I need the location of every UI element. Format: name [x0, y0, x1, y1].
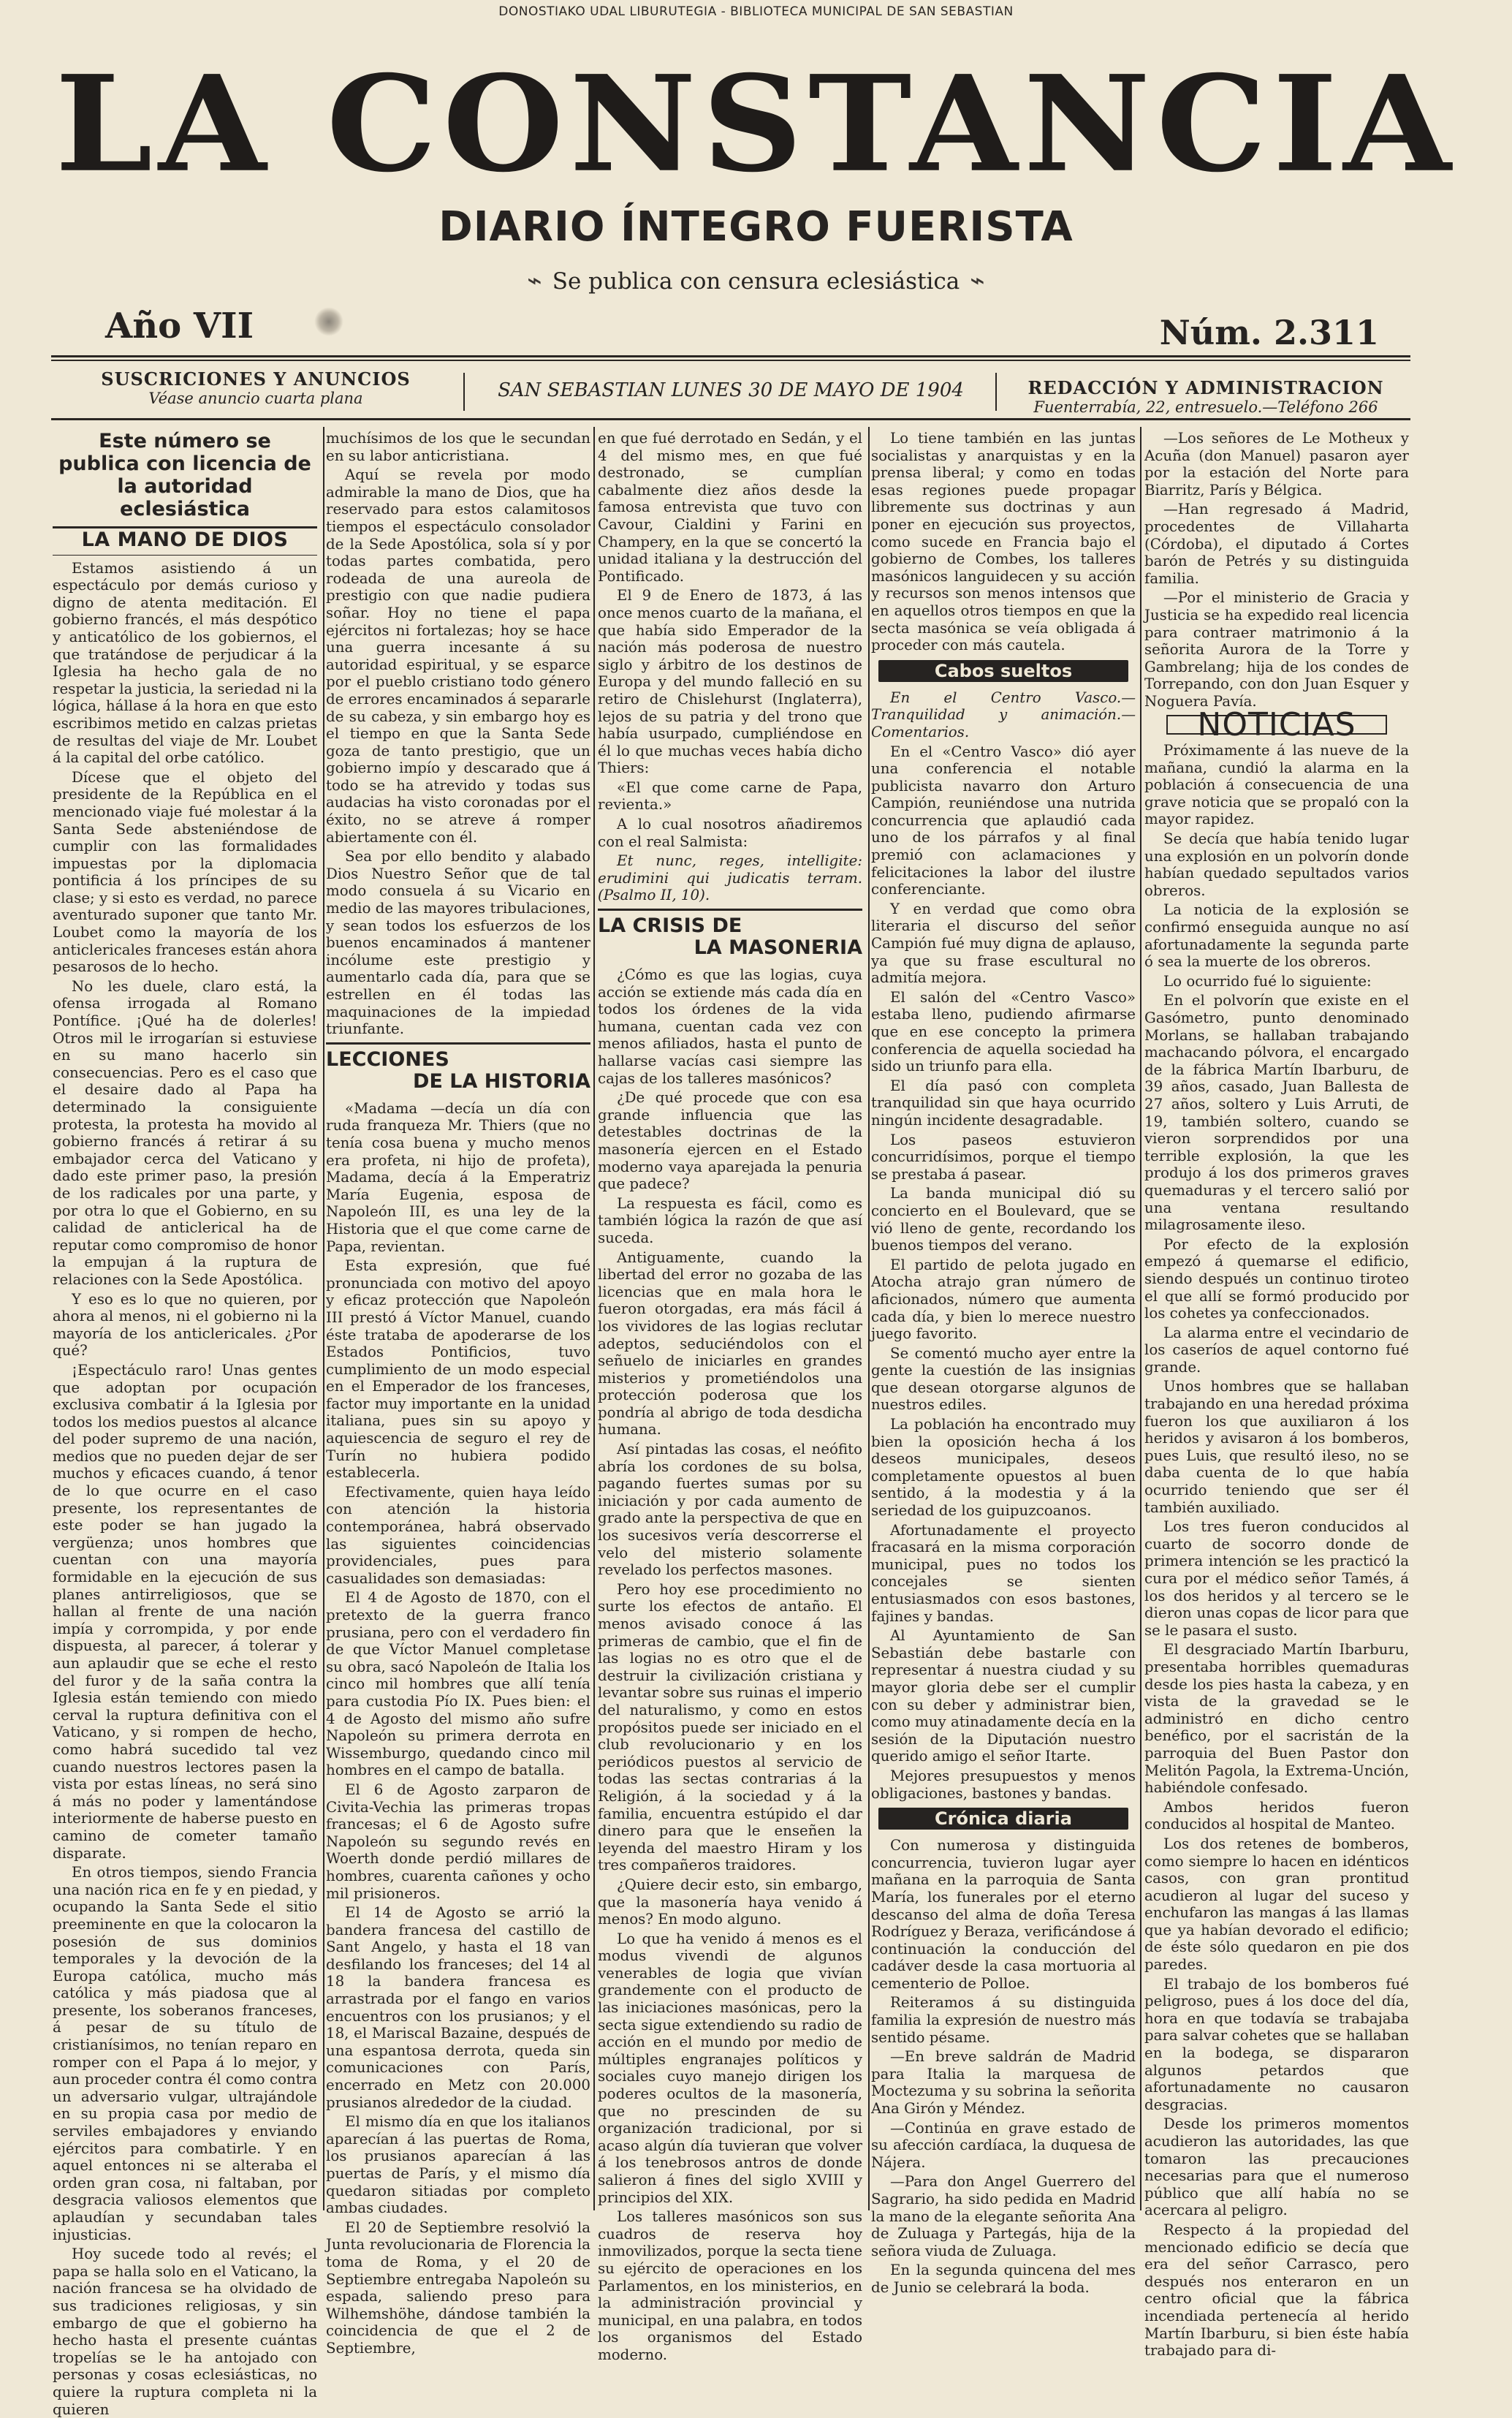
- heading-line-1: LA CRISIS DE: [598, 914, 742, 938]
- paragraph: Próximamente á las nueve de la mañana, cundió la alarma en la población á consecuencia de una grave noticia que se propaló con la mayor rapidez.: [1144, 742, 1409, 828]
- paragraph: ¿De qué procede que con esa grande influencia que las detestables doctrinas de la masonería ejercen en el Estado moderno vaya aparejada la penuria que padece?: [598, 1089, 862, 1193]
- column-2: [326, 430, 590, 2357]
- ink-smudge: [314, 307, 343, 336]
- paragraph: Sea por ello bendito y alabado Dios Nuestro Señor que de tal modo consuela á su Vicario en medio de las mayores tribulaciones, y sean todos los esfuerzos de los buenos encaminados á mantener incólume este prestigio y aumentarlo cada día, para que se estrellen en él todas las maquinaciones de la impiedad triunfante.: [326, 848, 590, 1038]
- paragraph: Esta expresión, que fué pronunciada con motivo del apoyo y eficaz protección que Napoleón III prestó á Víctor Manuel, cuando éste trataba de apoderarse de los Estados Pontificios, tuvo cumplimiento de un modo especial en el Emperador de los franceses, factor muy importante en la unidad italiana, pues sin su apoyo y aquiescencia de seguro el rey de Turín no hubiera podido establecerla.: [326, 1257, 590, 1482]
- paragraph: Los paseos estuvieron concurridísimos, porque el tiempo se prestaba á pasear.: [871, 1131, 1136, 1183]
- paragraph: Antiguamente, cuando la libertad del error no gozaba de las licencias que en mala hora le fueron otorgadas, era más fácil á los vividores de las logias reclutar adeptos, seduciéndolos con el señuelo de iniciarles en grandes misterios y prometiéndolos una protección poderosa que los pondría al abrigo de toda desdicha humana.: [598, 1248, 862, 1439]
- masthead-title: LA CONSTANCIA: [55, 46, 1457, 202]
- paragraph: ¡Espectáculo raro! Unas gentes que adoptan por ocupación exclusiva combatir á la Iglesia por todos los medios puestos al alcance del poder supremo de una nación, medios que no pueden dejar de ser muchos y eficaces cuando, á tenor de lo que ocurre en el caso presente, los representantes de este poder se han jugado la vergüenza; unos hombres que cuentan con una mayoría formidable en la ejecución de sus planes antirreligiosos, que se hallan al frente de una nación impía y corrompida, y por ende dispuesta, al parecer, á tolerar y aun aplaudir que se eche el resto del furor y de la saña contra la Iglesia están temiendo con miedo cerval la ruptura definitiva con el Vaticano, y si rompen de hecho, como habrá sucedido tal vez cuando nuestros lectores pasen la vista por estas líneas, no será sino á más no poder y lamentándose interiormente de haberse puesto en camino de cometer tamaño disparate.: [53, 1361, 317, 1862]
- paragraph: El 6 de Agosto zarparon de Civita-Vechia las primeras tropas francesas; el 6 de Agosto sufre Napoleón su segundo revés en Woerth donde perdió millares de hombres, cuarenta cañones y ocho mil prisioneros.: [326, 1781, 590, 1902]
- redaccion-box: [1001, 377, 1410, 416]
- paragraph: La población ha encontrado muy bien la oposición hecha á los deseos municipales, deseos completamente opuestos al buen sentido, á la modestia y á la seriedad de los guipuzcoanos.: [871, 1416, 1136, 1520]
- redaccion-note: Fuenterrabía, 22, entresuelo.—Teléfono 266: [1033, 398, 1378, 416]
- section-rule: [53, 555, 317, 556]
- paragraph: A lo cual nosotros añadiremos con el real Salmista:: [598, 816, 862, 850]
- heading-line-2: LA MASONERIA: [694, 936, 862, 960]
- section-rule: [326, 1042, 590, 1045]
- paragraph: Por efecto de la explosión empezó á quemarse el edificio, siendo después un continuo tiroteo el que allí se formó producido por los cohetes ya confeccionados.: [1144, 1235, 1409, 1322]
- paragraph: Así pintadas las cosas, el neófito abría los cordones de su bolsa, pagando fuertes sumas por su iniciación y por cada aumento de grado ante la perspectiva de que en los sucesivos vería descorrerse el velo del misterio solamente revelado los perfectos masones.: [598, 1441, 862, 1579]
- paragraph: Lo tiene también en las juntas socialistas y anarquistas y en la prensa liberal; y como en todas esas regiones puede propagar libremente sus doctrinas y aun poner en ejecución sus proyectos, como sucede en Francia bajo el gobierno de Combes, los talleres masónicos languidecen y su acción y recursos son menos intensos que en aquellos otros tiempos en que la secta masónica se veía obligada á proceder con más cautela.: [871, 430, 1136, 654]
- paragraph: La noticia de la explosión se confirmó enseguida aunque no así afortunadamente la segunda parte ó sea la muerte de los obreros.: [1144, 901, 1409, 971]
- paragraph: muchísimos de los que le secundan en su labor anticristiana.: [326, 430, 590, 464]
- paragraph: Y eso es lo que no quieren, por ahora al menos, ni el gobierno ni la mayoría de los anticlericales. ¿Por qué?: [53, 1290, 317, 1360]
- heading-lecciones-de-la-historia: [326, 1049, 590, 1093]
- paragraph: Y en verdad que como obra literaria el discurso del señor Campión fué muy digna de aplauso, ya que su frase escultural no admitía mejora.: [871, 900, 1136, 987]
- paragraph: en que fué derrotado en Sedán, y el 4 del mismo mes, en que fué destronado, se cumplían cabalmente diez años desde la famosa entrevista que tuvo con Cavour, Cialdini y Farini en Champery, en la que se concertó la unidad italiana y la destrucción del Pontificado.: [598, 430, 862, 585]
- column-divider-4: [1140, 427, 1141, 2210]
- provenance-line: DONOSTIAKO UDAL LIBURUTEGIA - BIBLIOTECA MUNICIPAL DE SAN SEBASTIAN: [498, 4, 1014, 19]
- paragraph-latin-quote: Et nunc, reges, intelligite: erudimini qui judicatis terram. (Psalmo II, 10).: [598, 852, 862, 904]
- paragraph: «Madama —decía un día con ruda franqueza Mr. Thiers (que no tenía cosa buena y mucho menos era profeta, ni hijo de profeta), Madama, decía á la Emperatriz María Eugenia, esposa de Napoleón III, es una ley de la Historia que el que come carne de Papa, revientan.: [326, 1099, 590, 1255]
- masthead-subtitle: DIARIO ÍNTEGRO FUERISTA: [438, 203, 1074, 251]
- paragraph: Desde los primeros momentos acudieron las autoridades, las que tomaron las precauciones necesarias para que el numeroso público que allí había no se acercara al peligro.: [1144, 2115, 1409, 2219]
- paragraph: Afortunadamente el proyecto fracasará en la misma corporación municipal, pues no todos los concejales se sienten entusiasmados con esos bastones, fajines y bandas.: [871, 1521, 1136, 1625]
- paragraph: El 9 de Enero de 1873, á las once menos cuarto de la mañana, el que había sido Emperador de la nación más poderosa de nuestro siglo y árbitro de los destinos de Europa y del mundo falleció en su retiro de Chislehurst (Inglaterra), lejos de su patria y del trono que había usurpado, cumpliéndose en él lo que muchas veces había dicho Thiers:: [598, 587, 862, 777]
- paragraph: En otros tiempos, siendo Francia una nación rica en fe y en piedad, y ocupando la Santa Sede el sitio preeminente en que la colocaron la posesión de sus dominios temporales y la devoción de la Europa católica, mucho más católica y más piadosa que al presente, los soberanos franceses, á pesar de su título de cristianísimos, no tenían reparo en romper con el Papa á lo mejor, y aun proceder contra él como contra un adversario vulgar, ultrajándole en su propia casa por medio de serviles embajadores y enviando ejércitos para combatirle. Y en aquel entonces ni se alteraba el orden gran cosa, ni faltaban, por desgracia valiosos elementos que aplaudían y secundaban tales injusticias.: [53, 1864, 317, 2243]
- header-divider-right: [995, 373, 997, 411]
- paragraph: En el «Centro Vasco» dió ayer una conferencia el notable publicista navarro don Arturo Campión, reuniéndose una nutrida concurrencia que aplaudió cada uno de los párrafos y al final premió con aclamaciones y felicitaciones la labor del ilustre conferenciante.: [871, 743, 1136, 898]
- paragraph: En el polvorín que existe en el Gasómetro, punto denominado Morlans, se hallaban trabajando machacando pólvora, el encargado de la fábrica Martín Ibarburu, de 39 años, casado, Juan Ballesta de 27 años, soltero y Luis Arruti, de 19, también soltero, cuando se vieron sorprendidos por una terrible explosión, la que les produjo á los dos primeros graves quemaduras y el tercero salió por una ventana resultando milagrosamente ileso.: [1144, 992, 1409, 1234]
- heading-line-1: LECCIONES: [326, 1047, 449, 1071]
- paragraph: El trabajo de los bomberos fué peligroso, pues á los doce del día, hora en que todavía se trabajaba para salvar cohetes que se hallaban en la bodega, se dispararon algunos petardos que afortunadamente no causaron desgracias.: [1144, 1975, 1409, 2113]
- header-divider-left: [463, 373, 465, 411]
- paragraph: Lo ocurrido fué lo siguiente:: [1163, 972, 1372, 990]
- column-divider-1: [323, 427, 324, 2210]
- dateline: SAN SEBASTIAN LUNES 30 DE MAYO DE 1904: [498, 379, 964, 401]
- paragraph: La respuesta es fácil, como es también lógica la razón de que así suceda.: [598, 1194, 862, 1246]
- column-1: [53, 430, 317, 2418]
- ornament-right-icon: ⌁: [970, 266, 985, 295]
- paragraph: Hoy sucede todo al revés; el papa se halla solo en el Vaticano, la nación francesa se ha olvidado de sus tradiciones religiosas, y sin embargo de que el gobierno ha hecho hasta el presente cuántas tropelías se le ha antojado con personas y cosas eclesiásticas, no quiere la ruptura completa ni la quieren: [53, 2245, 317, 2418]
- paragraph: ¿Quiere decir esto, sin embargo, que la masonería haya venido á menos? En modo alguno.: [598, 1876, 862, 1928]
- paragraph: La alarma entre el vecindario de los caseríos de aquel contorno fué grande.: [1144, 1324, 1409, 1376]
- paragraph: Los tres fueron conducidos al cuarto de socorro donde de primera intención se les practicó la cura por el médico señor Tamés, á los dos heridos y al tercero se le dieron unas copas de licor para que se le pasara el susto.: [1144, 1518, 1409, 1639]
- censura-text: Se publica con censura eclesiástica: [552, 268, 960, 295]
- paragraph: El salón del «Centro Vasco» estaba lleno, pudiendo afirmarse que en ese concepto la primera conferencia de aquella sociedad ha sido un triunfo para ella.: [871, 988, 1136, 1075]
- paragraph: Unos hombres que se hallaban trabajando en una heredad próxima fueron los que auxiliaron á los heridos y avisaron á los bomberos, pues Luis, que resultó ileso, no se daba cuenta de lo que había ocurrido teniendo que ser él también auxiliado.: [1144, 1378, 1409, 1516]
- subscriptions-label: SUSCRICIONES Y ANUNCIOS: [101, 368, 411, 390]
- heading-noticias: NOTICIAS: [1166, 715, 1387, 735]
- column-4: [871, 430, 1136, 2296]
- paragraph: El 20 de Septiembre resolvió la Junta revolucionaria de Florencia la toma de Roma, y el 20 de Septiembre entregaba Napoleón su espada, saliendo preso para Wilhemshöhe, dándose también la coincidencia de que el 2 de Septiembre,: [326, 2218, 590, 2357]
- paragraph: Al Ayuntamiento de San Sebastián debe bastarle con representar á nuestra ciudad y su mayor gloria debe ser el cumplir con su deber y administrar bien, como muy atinadamente decía en la sesión de la Diputación nuestro querido amigo el señor Itarte.: [871, 1627, 1136, 1765]
- paragraph: Lo que ha venido á menos es el modus vivendi de algunos venerables de logia que vivían grandemente con el producto de las iniciaciones masónicas, pero la secta sigue extendiendo su radio de acción en el mundo por medio de múltiples engranajes políticos y sociales cuyo manejo dirigen los poderes ocultos de la masonería, que no prescinden de su organización tradicional, por si acaso algún día tuvieran que volver á los tenebrosos antros de donde salieron á fines del siglo XVIII y principios del XIX.: [598, 1930, 862, 2206]
- paragraph: El partido de pelota jugado en Atocha atrajo gran número de aficionados, número que aumenta cada día, y bien lo merece nuestro juego favorito.: [871, 1256, 1136, 1343]
- redaccion-label: REDACCIÓN Y ADMINISTRACION: [1027, 377, 1384, 398]
- paragraph: El 14 de Agosto se arrió la bandera francesa del castillo de Sant Angelo, y hasta el 18 van desfilando los franceses; del 14 al 18 la bandera francesa es arrastrada por el fango en varios encuentros con los prusianos; y el 18, el Mariscal Bazaine, después de una espantosa derrota, queda sin comunicaciones con París, encerrado en Metz con 20.000 prusianos alrededor de la ciudad.: [326, 1904, 590, 2111]
- header-rule-top-thin: [51, 360, 1410, 361]
- heading-la-mano-de-dios: LA MANO DE DIOS: [81, 528, 289, 551]
- heading-cabos-sueltos: Cabos sueltos: [878, 660, 1128, 682]
- header-rule-top: [51, 355, 1410, 357]
- subscriptions-note: Véase anuncio cuarta plana: [148, 390, 363, 407]
- paragraph-subhead: En el Centro Vasco.—Tranquilidad y animación.—Comentarios.: [871, 689, 1136, 740]
- paragraph: Los talleres masónicos son sus cuadros de reserva hoy inmovilizados, porque la secta tiene su ejército de operaciones en los Parlamentos, en los ministerios, en la administración provincial y municipal, en una palabra, en todos los organismos del Estado moderno.: [598, 2208, 862, 2363]
- paragraph: «El que come carne de Papa, revienta.»: [598, 778, 862, 814]
- paragraph: Pero hoy ese procedimiento no surte los efectos de antaño. El menos avisado conoce á las primeras de cambio, que el fin de las logias no es otro que el de destruir la civilización cristiana y levantar sobre sus ruinas el imperio del naturalismo, y como en estos propósitos puede ser iniciado en el club revolucionario y en los periódicos puestos al servicio de todas las sectas contrarias á la Religión, á la sociedad y á la familia, encuentra estúpido el dar dinero para que le enseñen la leyenda del maestro Hiram y los tres compañeros traidores.: [598, 1580, 862, 1874]
- paragraph: Estamos asistiendo á un espectáculo por demás curioso y digno de atenta meditación. El gobierno francés, el más despótico y anticatólico de los gobiernos, el que tratándose de perjudicar á la Iglesia ha hecho gala de no respetar la justicia, la seriedad ni la lógica, hállase á la hora en que esto escribimos metido en calzas prietas de resultas del viaje de Mr. Loubet á la capital del orbe católico.: [53, 559, 317, 767]
- paragraph: Se decía que había tenido lugar una explosión en un polvorín donde habían quedado sepultados varios obreros.: [1144, 830, 1409, 899]
- paragraph: Dícese que el objeto del presidente de la República en el mencionado viaje fué molestar á la Santa Sede absteniéndose de cumplir con las formalidades impuestas por la diplomacia pontificia á los príncipes de su clase; y si esto es verdad, no parece aventurado suponer que tanto Mr. Loubet como la mayoría de los anticlericales franceses están ahora pesarosos de lo hecho.: [53, 768, 317, 976]
- ornament-left-icon: ⌁: [527, 266, 542, 295]
- column-3: [598, 430, 862, 2363]
- subscriptions-box: [51, 368, 460, 407]
- paragraph: En la segunda quincena del mes de Junio se celebrará la boda.: [871, 2262, 1136, 2296]
- paragraph: Se comentó mucho ayer entre la gente la cuestión de las insignias que desean otorgarse algunos de nuestros ediles.: [871, 1344, 1136, 1414]
- paragraph: Mejores presupuestos y menos obligaciones, bastones y bandas.: [871, 1767, 1136, 1802]
- paragraph: La banda municipal dió su concierto en el Boulevard, que se vió lleno de gente, recordando los buenos tiempos del verano.: [871, 1185, 1136, 1254]
- column-divider-3: [868, 427, 870, 2210]
- paragraph: —Continúa en grave estado de su afección cardíaca, la duquesa de Nájera.: [871, 2119, 1136, 2171]
- paragraph: Ambos heridos fueron conducidos al hospital de Manteo.: [1144, 1798, 1409, 1833]
- paragraph: Reiteramos á su distinguida familia la expresión de nuestro más sentido pésame.: [871, 1994, 1136, 2046]
- paragraph: El mismo día en que los italianos aparecían á las puertas de Roma, los prusianos aparecían á las puertas de París, y el mismo día quedaron sitiadas por completo ambas ciudades.: [326, 2113, 590, 2217]
- paragraph: Aquí se revela por modo admirable la mano de Dios, que ha reservado para estos calamitosos tiempos el espectáculo consolador de la Sede Apostólica, sola sí y por todas partes combatida, pero rodeada de una aureola de prestigio con que nadie pudiera soñar. Hoy no tiene el papa ejércitos ni fortalezas; hoy se hace una guerra incesante á su autoridad espiritual, y se esparce por el pueblo cristiano todo género de errores encaminados á separarle de su cabeza, y sin embargo hoy es el tiempo en que la Santa Sede goza de tanto prestigio, que un gobierno impío y descarado que á todo se ha atrevido y todas sus audacias ha visto coronadas por el éxito, no se atreve á romper abiertamente con él.: [326, 466, 590, 846]
- issue-number: Núm. 2.311: [1159, 313, 1379, 352]
- paragraph: El día pasó con completa tranquilidad sin que haya ocurrido ningún incidente desagradable.: [871, 1077, 1136, 1129]
- paragraph: No les duele, claro está, la ofensa irrogada al Romano Pontífice. ¡Qué ha de dolerles! Otros mil le irrogarían si estuviese en su mano hacerlo sin consecuencias. Pero es el caso que el desaire dado al Papa ha determinado la consiguiente protesta, la protesta ha movido al gobierno francés á retirar á su embajador cerca del Vaticano y dado este primer paso, la presión de los radicales por una parte, y por otra lo que el Gobierno, en su calidad de anticlerical ha de reputar como compromiso de honor la empujan á la ruptura de relaciones con la Sede Apostólica.: [53, 977, 317, 1288]
- paragraph: El desgraciado Martín Ibarburu, presentaba horribles quemaduras desde los pies hasta la cabeza, y en vista de la gravedad se le administró en dicho centro benéfico, por el sacristán de la parroquia del Buen Pastor don Melitón Pagola, la Extrema-Unción, habiéndole confesado.: [1144, 1641, 1409, 1797]
- heading-line-2: DE LA HISTORIA: [413, 1069, 590, 1093]
- paragraph: —Han regresado á Madrid, procedentes de Villaharta (Córdoba), el diputado á Cortes barón de Petrés y su distinguida familia.: [1144, 501, 1409, 587]
- paragraph: —Los señores de Le Motheux y Acuña (don Manuel) pasaron ayer por la estación del Norte para Biarritz, París y Bélgica.: [1144, 430, 1409, 499]
- paragraph: —Para don Angel Guerrero del Sagrario, ha sido pedida en Madrid la mano de la elegante señorita Ana de Zuluaga y Partegás, hija de la señora viuda de Zuluaga.: [871, 2173, 1136, 2259]
- paragraph: Respecto á la propiedad del mencionado edificio se decía que era del señor Carrasco, pero después nos enteraron en un centro oficial que la fábrica incendiada pertenecía al herido Martín Ibarburu, si bien éste había trabajado para di-: [1144, 2221, 1409, 2360]
- censura-line: [0, 266, 1512, 295]
- paragraph: Con numerosa y distinguida concurrencia, tuvieron lugar ayer mañana en la parroquia de Santa María, los funerales por el eterno descanso del alma de doña Teresa Rodríguez y Beraza, verificándose á continuación la conducción del cadáver desde la casa mortuoria al cementerio de Polloe.: [871, 1837, 1136, 1992]
- heading-la-crisis-de-la-masoneria: [598, 915, 862, 959]
- paragraph: Efectivamente, quien haya leído con atención la historia contemporánea, habrá observado las siguientes coincidencias providenciales, pues para casualidades son demasiadas:: [326, 1483, 590, 1587]
- paragraph: ¿Cómo es que las logias, cuya acción se extiende más cada día en todos los órdenes de la vida humana, cuentan cada vez con menos afiliados, hasta el punto de hallarse vacías casi siempre las cajas de los talleres masónicos?: [598, 966, 862, 1087]
- heading-cronica-diaria: Crónica diaria: [878, 1808, 1128, 1830]
- license-notice: Este número se publica con licencia de la autoridad eclesiástica: [58, 430, 311, 520]
- column-5: [1144, 430, 1409, 2360]
- header-rule-bottom: [51, 418, 1410, 420]
- issue-year: Año VII: [105, 306, 254, 346]
- column-divider-2: [593, 427, 595, 2210]
- section-rule: [598, 909, 862, 911]
- paragraph: —Por el ministerio de Gracia y Justicia se ha expedido real licencia para contraer matrimonio á la señorita Aurora de la Torre y Gambrelang; hija de los condes de Torrepando, con don Juan Esquer y Noguera Pavía.: [1144, 589, 1409, 710]
- paragraph: —En breve saldrán de Madrid para Italia la marquesa de Moctezuma y su sobrina la señorita Ana Girón y Méndez.: [871, 2048, 1136, 2118]
- paragraph: Los dos retenes de bomberos, como siempre lo hacen en idénticos casos, con gran prontitud acudieron al lugar del suceso y enchufaron las mangas á las llamas que ya habían devorado el edificio; de éste sólo quedaron en pie dos paredes.: [1144, 1835, 1409, 1974]
- paragraph: El 4 de Agosto de 1870, con el pretexto de la guerra franco prusiana, pero con el verdadero fin de que Víctor Manuel completase su obra, sacó Napoleón de Italia los cinco mil hombres que allí tenía para custodia Pío IX. Pues bien: el 4 de Agosto del mismo año sufre Napoleón su primera derrota en Wissemburgo, quedando cinco mil hombres en el campo de batalla.: [326, 1589, 590, 1779]
